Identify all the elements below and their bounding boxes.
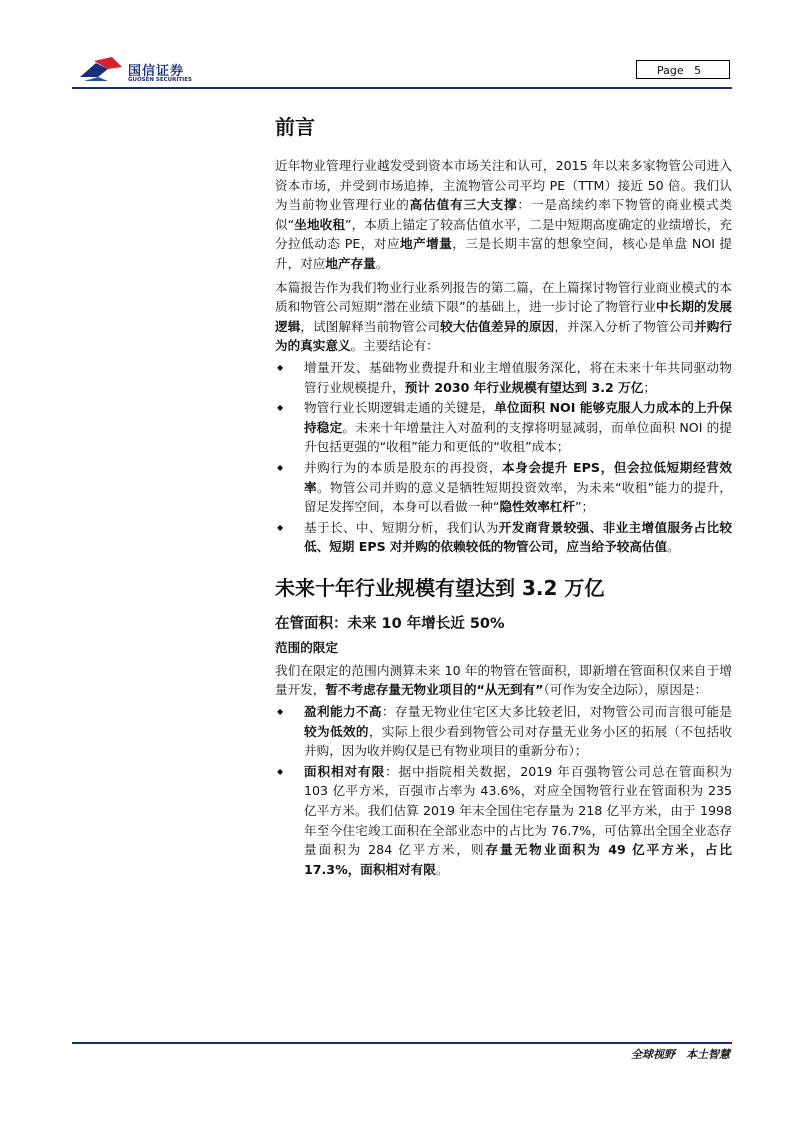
text-run: ，并深入分析了物管公司 — [554, 318, 695, 334]
text-run: 。 — [435, 861, 449, 877]
bold-run: 开发商背景较强、非业主增值服务占比较低、短期 EPS 对并购的依赖较低的物管公司，应当给予较高估值 — [304, 519, 733, 555]
logo-text-en: GUOSEN SECURITIES — [128, 77, 192, 83]
subsection-title-managed-area: 在管面积：未来 10 年增长近 50% — [275, 615, 505, 632]
bold-run: 预计 2030 年行业规模有望达到 3.2 万亿 — [404, 379, 644, 395]
section-title-preface: 前言 — [275, 115, 315, 139]
bullet-diamond-icon: ◆ — [277, 403, 284, 413]
text-run: ：据中指院相关数据，2019 年百强物管公司总在管面积为 103 亿平方米，百强市占率为 43.6%，对应全国物管行业在管面积为 235 亿平方米。我们估算 2019 年末全国住宅存量为 218 亿平方米，由于 1998 年至今住宅竣工面积在全部业态中的占比为 76.7%，可估算出全国全业态存量面积为 284 亿平方米，则 — [304, 763, 732, 858]
logo-text-cn: 国信证券 — [128, 64, 185, 79]
bullet-diamond-icon: ◆ — [277, 362, 284, 372]
text-run: 我们在限定的范围内测算未来 10 年的物管在管面积，即新增在管面积仅来自于增量开发， — [275, 662, 732, 698]
scope-paragraph — [275, 661, 732, 700]
text-run: ，实际上很少看到物管公司对存量无业务小区的拓展（不包括收并购，因为收并购仅是已有物业项目的重新分布）； — [304, 723, 733, 759]
footer-divider — [72, 1042, 732, 1044]
scope-reasons-list — [275, 702, 732, 879]
intro-paragraph-1 — [275, 156, 732, 274]
bold-run: 地产增量 — [400, 236, 453, 252]
text-run: ：存量无物业住宅区大多比较老旧，对物管公司而言很可能是 — [381, 704, 733, 720]
list-item — [275, 702, 732, 761]
bold-run: 单位面积 NOI 能够克服人力成本的上升保持稳定 — [304, 400, 733, 435]
bold-run: 本身会提升 EPS，但会拉低短期经营效率 — [304, 459, 732, 495]
guosen-logo — [78, 55, 208, 89]
text-run: 。 — [667, 539, 680, 555]
text-run: 。主要结论有： — [350, 338, 439, 354]
text-run: ； — [643, 379, 656, 395]
bold-run: 地产存量 — [325, 255, 376, 271]
text-run: 本篇报告作为我们物业行业系列报告的第二篇，在上篇探讨物管行业商业模式的本质和物管公司短期“潜在业绩下限”的基础上，进一步讨论了物管行业 — [275, 279, 732, 315]
bullet-diamond-icon: ◆ — [277, 462, 284, 472]
bold-run: 高估值有三大支撑 — [409, 197, 518, 213]
bullet-diamond-icon: ◆ — [277, 707, 284, 717]
text-run: （可作为安全边际），原因是： — [543, 682, 708, 698]
bullet-diamond-icon: ◆ — [277, 766, 284, 776]
bullet-diamond-icon: ◆ — [277, 522, 284, 532]
footer-slogan: 全球视野 本土智慧 — [631, 1048, 730, 1061]
list-item — [275, 762, 732, 880]
page-label: Page — [657, 64, 684, 77]
page-indicator — [636, 60, 730, 79]
bold-run: 较大估值差异的原因 — [440, 318, 555, 334]
bold-run: 并购行为的真实意义 — [275, 318, 733, 354]
text-run: 近年物业管理行业越发受到资本市场关注和认可，2015 年以来多家物管公司进入资本市场，并受到市场追捧，主流物管公司平均 PE（TTM）接近 50 倍。我们认为当前物业管理行业的 — [275, 158, 732, 213]
text-run: ”； — [575, 499, 595, 515]
text-run: 物管行业长期逻辑走通的关键是， — [304, 400, 495, 416]
list-item — [275, 398, 732, 457]
section-title-industry-scale: 未来十年行业规模有望达到 3.2 万亿 — [275, 575, 605, 600]
text-run: 。未来十年增量注入对盈利的支撑将明显减弱，而单位面积 NOI 的提升包括更强的“收租”能力和更低的“收租”成本； — [304, 419, 733, 455]
text-run: 。物管公司并购的意义是牺牲短期投资效率，为未来“收租”能力的提升，留足发挥空间，本身可以看做一种“ — [304, 479, 732, 515]
text-run: 增量开发、基础物业费提升和业主增值服务深化，将在未来十年共同驱动物管行业规模提升， — [304, 359, 732, 395]
text-run: 。 — [375, 255, 389, 271]
text-run: ：一是高续约率下物管的商业模式类似“ — [275, 197, 733, 232]
bold-run: 存量无物业面积为 49 亿平方米，占比 17.3%，面积相对有限 — [304, 842, 733, 877]
list-item — [275, 458, 732, 517]
main-content — [275, 112, 732, 880]
bold-run: 面积相对有限 — [304, 763, 386, 779]
header-divider — [72, 87, 732, 89]
bold-run: 中长期的发展逻辑 — [275, 299, 733, 334]
bold-run: 较为低效的 — [304, 723, 369, 739]
intro-paragraph-2 — [275, 278, 732, 356]
bold-run: 暂不考虑存量无物业项目的“从无到有” — [325, 682, 544, 698]
text-run: 并购行为的本质是股东的再投资， — [304, 459, 503, 475]
text-run: ，三是长期丰富的想象空间，核心是单盘 NOI 提升，对应 — [275, 236, 733, 271]
bold-run: 坐地收租 — [294, 216, 346, 232]
text-run: 基于长、中、短期分析，我们认为 — [304, 519, 499, 535]
guosen-logo-icon — [78, 55, 124, 85]
bold-run: 盈利能力不高 — [304, 704, 382, 720]
bold-run: 隐性效率杠杆 — [499, 499, 575, 515]
page-number: 5 — [694, 64, 702, 77]
list-item — [275, 358, 732, 397]
text-run: ”，本质上锚定了较高估值水平，二是中短期高度确定的业绩增长，充分拉低动态 PE，对应 — [275, 216, 733, 252]
conclusion-list — [275, 358, 732, 557]
list-item — [275, 518, 732, 557]
subsubsection-title-scope: 范围的限定 — [275, 639, 338, 655]
text-run: ，试图解释当前物管公司 — [300, 318, 441, 334]
